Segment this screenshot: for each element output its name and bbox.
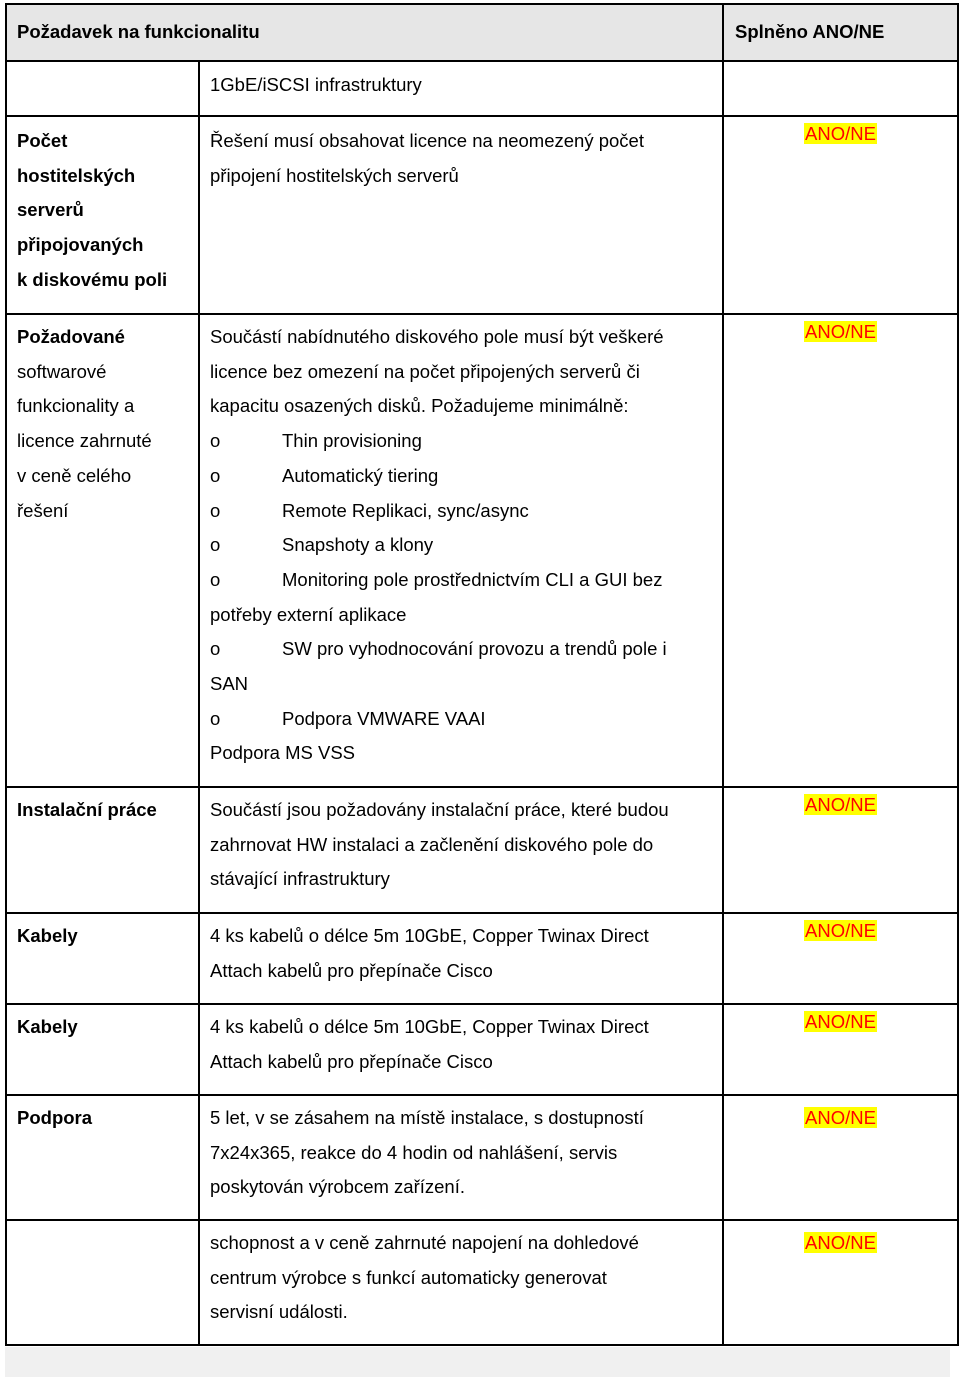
answer-value: ANO/NE [805, 321, 876, 342]
requirement-description: Součástí jsou požadovány instalační práce, které budou zahrnovat HW instalaci a začlenění diskového pole do stávající infrastruktury [199, 787, 723, 913]
header-fulfilled: Splněno ANO/NE [723, 4, 958, 61]
requirement-label: Kabely [6, 1004, 199, 1095]
answer-value: ANO/NE [805, 1107, 876, 1128]
answer-value: ANO/NE [805, 794, 876, 815]
requirement-description: schopnost a v ceně zahrnuté napojení na dohledové centrum výrobce s funkcí automaticky generovat servisní události. [199, 1220, 723, 1345]
answer-cell [723, 1220, 958, 1345]
table-row [6, 116, 958, 314]
requirement-label: Počet hostitelských serverů připojovaných k diskovému poli [6, 116, 199, 314]
answer-value: ANO/NE [805, 1011, 876, 1032]
answer-cell [723, 314, 958, 787]
requirement-description: 4 ks kabelů o délce 5m 10GbE, Copper Twinax Direct Attach kabelů pro přepínače Cisco [199, 1004, 723, 1095]
table-row [6, 1095, 958, 1220]
requirement-description: Řešení musí obsahovat licence na neomezený počet připojení hostitelských serverů [199, 116, 723, 314]
requirement-description: 5 let, v se zásahem na místě instalace, s dostupností 7x24x365, reakce do 4 hodin od nahlášení, servis poskytován výrobcem zařízení. [199, 1095, 723, 1220]
answer-cell [723, 787, 958, 913]
requirement-label [6, 1220, 199, 1345]
list-item: o Monitoring pole prostřednictvím CLI a GUI bez [210, 568, 663, 590]
header-requirement: Požadavek na funkcionalitu [6, 4, 723, 61]
answer-cell [723, 913, 958, 1004]
list-item: o SW pro vyhodnocování provozu a trendů pole i [210, 638, 667, 660]
section-row [6, 61, 958, 116]
list-item: o Thin provisioning [210, 430, 422, 452]
requirement-label: Požadované softwarové funkcionality a licence zahrnuté v ceně celého řešení [6, 314, 199, 787]
page-bottom-strip [5, 1347, 950, 1377]
table-header-row [6, 4, 958, 61]
answer-cell [723, 1004, 958, 1095]
table-row [6, 314, 958, 787]
list-item: o Automatický tiering [210, 464, 439, 486]
answer-value: ANO/NE [805, 920, 876, 941]
table-row [6, 913, 958, 1004]
requirement-description: Součástí nabídnutého diskového pole musí být veškeré licence bez omezení na počet připojených serverů či kapacitu osazených disků. Požadujeme minimálně: o Thin provisioning o Automatický tiering o Remote Replikaci, sync/async o Snapshoty a klony o Monitoring pole prostřednictvím CLI a GUI bez potřeby externí aplikace o SW pro vyhodnocování provozu a trendů pole i SAN o Podpora VMWARE VAAI Podpora MS VSS [199, 314, 723, 787]
table-row [6, 1220, 958, 1345]
section-title: 1GbE/iSCSI infrastruktury [199, 61, 723, 116]
answer-value: ANO/NE [805, 1232, 876, 1253]
requirement-label: Instalační práce [6, 787, 199, 913]
answer-cell [723, 116, 958, 314]
answer-value: ANO/NE [805, 123, 876, 144]
table-row [6, 1004, 958, 1095]
requirement-label: Kabely [6, 913, 199, 1004]
list-item: o Snapshoty a klony [210, 534, 434, 556]
list-item: o Podpora VMWARE VAAI [210, 707, 486, 729]
list-item: o Remote Replikaci, sync/async [210, 499, 529, 521]
requirements-table [5, 3, 959, 1346]
table-row [6, 787, 958, 913]
answer-cell [723, 1095, 958, 1220]
requirement-label: Podpora [6, 1095, 199, 1220]
requirement-description: 4 ks kabelů o délce 5m 10GbE, Copper Twinax Direct Attach kabelů pro přepínače Cisco [199, 913, 723, 1004]
